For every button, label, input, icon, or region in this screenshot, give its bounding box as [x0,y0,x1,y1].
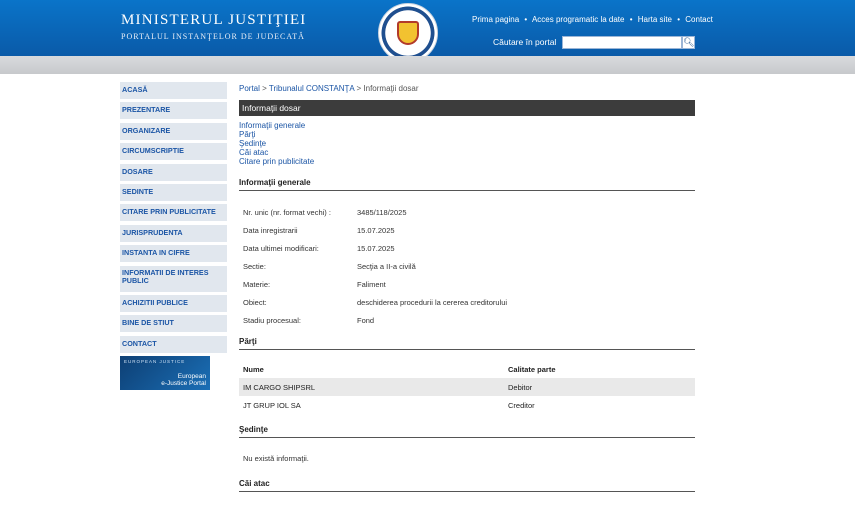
general-heading: Informaţii generale [239,178,695,191]
sidebar-item-bine-de-stiut[interactable]: BINE DE STIUT [120,315,227,332]
info-label: Sectie: [243,261,266,271]
anchor-informatii-generale[interactable]: Informaţii generale [239,121,306,130]
coat-of-arms-icon[interactable] [378,3,438,63]
info-value: 3485/118/2025 [357,207,407,217]
sedinte-heading: Şedinţe [239,425,695,438]
breadcrumb-tribunal[interactable]: Tribunalul CONSTANŢA [268,84,355,93]
page-title: Informaţii dosar [239,100,695,116]
sidebar-item-achizitii[interactable]: ACHIZITII PUBLICE [120,295,227,312]
anchor-cai-atac[interactable]: Căi atac [239,148,269,157]
search-input[interactable] [562,36,682,49]
column-header-calitate: Calitate parte [508,364,556,374]
column-header-nume: Nume [243,364,264,374]
table-row [239,396,695,414]
cai-atac-heading: Căi atac [239,479,695,492]
link-acces-programatic[interactable]: Acces programatic la date [531,15,625,24]
party-role: Creditor [508,400,535,410]
info-value: Faliment [357,279,386,289]
general-info-table [243,203,695,329]
sidebar-item-acasa[interactable]: ACASĂ [120,82,227,99]
sidebar-item-citare[interactable]: CITARE PRIN PUBLICITATE [120,204,227,221]
link-prima-pagina[interactable]: Prima pagina [472,15,520,24]
info-row [243,203,695,221]
parti-heading: Părţi [239,337,695,350]
info-label: Data inregistrarii [243,225,298,235]
info-row [243,311,695,329]
main-content [239,84,695,492]
party-name: JT GRUP IOL SA [243,400,301,410]
table-row [239,378,695,396]
sidebar-item-circumscriptie[interactable]: CIRCUMSCRIPTIE [120,143,227,160]
party-name: IM CARGO SHIPSRL [243,382,316,392]
header-band [0,56,855,74]
info-row [243,221,695,239]
info-row [243,257,695,275]
info-value: Fond [357,315,375,325]
sidebar [120,82,227,390]
party-role: Debitor [508,382,533,392]
sidebar-item-instanta-cifre[interactable]: INSTANTA IN CIFRE [120,245,227,262]
section-anchors [239,121,695,166]
sidebar-item-prezentare[interactable]: PREZENTARE [120,102,227,119]
link-harta-site[interactable]: Harta site [637,15,672,24]
breadcrumb-current: Informaţii dosar [363,84,419,93]
info-value: Secţia a II-a civilă [357,261,416,271]
info-label: Stadiu procesual: [243,315,301,325]
site-subtitle: PORTALUL INSTANŢELOR DE JUDECATĂ [121,32,305,41]
site-header [0,0,855,56]
anchor-parti[interactable]: Părţi [239,130,256,139]
breadcrumb-portal[interactable]: Portal [239,84,260,93]
sidebar-item-dosare[interactable]: DOSARE [120,164,227,181]
breadcrumb: Portal > Tribunalul CONSTANŢA > Informaţii dosar [239,84,419,93]
sidebar-item-contact[interactable]: CONTACT [120,336,227,353]
info-label: Materie: [243,279,271,289]
search-label: Căutare în portal [493,37,557,47]
info-label: Data ultimei modificari: [243,243,319,253]
info-label: Nr. unic (nr. format vechi) : [243,207,331,217]
anchor-citare[interactable]: Citare prin publicitate [239,157,315,166]
sidebar-item-organizare[interactable]: ORGANIZARE [120,123,227,140]
top-links: Prima pagina • Acces programatic la date • Harta site • Contact [472,15,713,24]
info-row [243,239,695,257]
parti-table [239,360,695,414]
sedinte-empty-text: Nu există informaţii. [243,454,309,463]
parti-table-header [239,360,695,378]
info-value: 15.07.2025 [357,225,395,235]
site-title[interactable]: MINISTERUL JUSTIŢIEI [121,12,307,28]
info-label: Obiect: [243,297,267,307]
info-value: 15.07.2025 [357,243,395,253]
ejustice-banner[interactable]: EUROPEAN JUSTICE European e-Justice Portal [120,356,210,390]
info-row [243,275,695,293]
info-row [243,293,695,311]
anchor-sedinte[interactable]: Şedinţe [239,139,267,148]
sidebar-item-jurisprudenta[interactable]: JURISPRUDENTA [120,225,227,242]
link-contact[interactable]: Contact [685,15,713,24]
sidebar-item-interes-public[interactable]: INFORMATII DE INTERES PUBLIC [120,266,227,292]
sidebar-item-sedinte[interactable]: SEDINTE [120,184,227,201]
info-value: deschiderea procedurii la cererea creditorului [357,297,508,307]
search-icon[interactable]: 🔍︎ [683,37,695,47]
